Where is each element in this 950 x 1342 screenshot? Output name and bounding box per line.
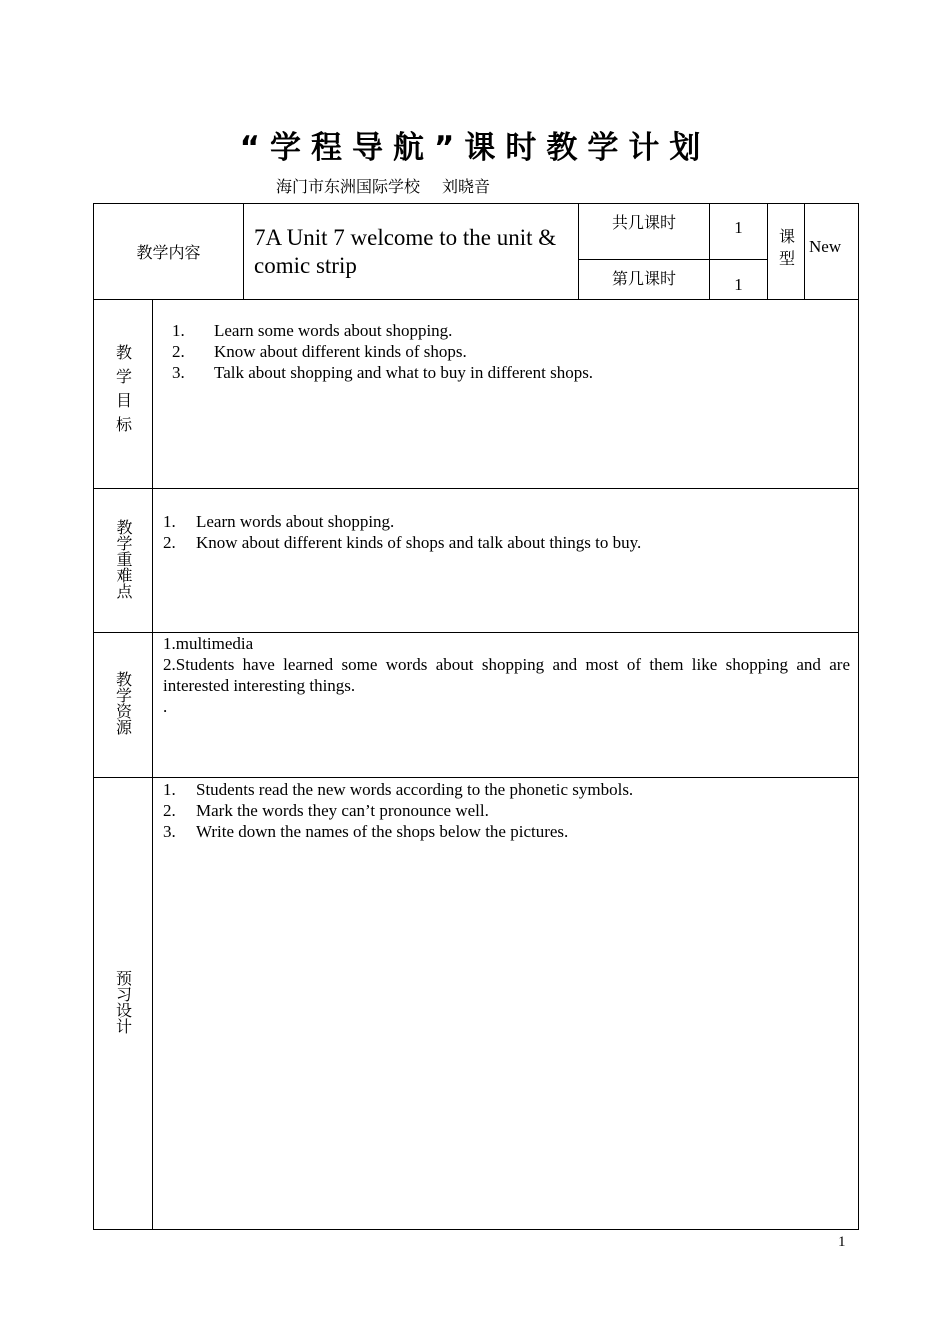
total-lessons-value: 1 [710,204,768,260]
list-item: 1. Learn some words about shopping. [172,321,453,340]
keypoints-label-cell [94,489,153,633]
preview-cell [153,778,859,1230]
list-item: 2. Know about different kinds of shops. [172,342,467,361]
objectives-label-cell [94,300,153,489]
author-line [276,174,512,197]
preview-list [163,779,858,842]
lesson-no-label: 第几课时 [579,260,710,300]
preview-label: 预习设计 [113,969,133,1034]
preview-label-cell [94,778,153,1230]
objectives-label: 教学目标 [113,344,133,440]
content-row [94,204,859,260]
school-name: 海门市东洲国际学校 [276,177,421,196]
content-value: 7A Unit 7 welcome to the unit & comic strip [244,204,579,300]
list-item: 2. Know about different kinds of shops and talk about things to buy. [163,533,642,552]
resources-row [94,633,859,778]
resources-label-cell [94,633,153,778]
keypoints-label: 教学重难点 [114,518,133,599]
objectives-cell [153,300,859,489]
page-title: “学程导航”课时教学计划 [239,130,711,166]
list-item: 1. Students read the new words according to the phonetic symbols. [163,780,634,799]
resource-line: . [163,697,168,716]
keypoints-cell [153,489,859,633]
resource-line: 2.Students have learned some words about shopping and most of them like shopping and are interested interesting things. [163,655,851,695]
list-item: 1. Learn words about shopping. [163,512,395,531]
resources-cell [153,633,859,778]
type-label: 课型 [776,227,796,272]
list-item: 2. Mark the words they can’t pronounce well. [163,801,489,820]
lesson-no-value: 1 [710,260,768,300]
list-item: 3. Write down the names of the shops below the pictures. [163,822,569,841]
content-label: 教学内容 [94,204,244,300]
list-item: 3. Talk about shopping and what to buy in different shops. [172,363,594,382]
resource-line: 1.multimedia [163,634,254,653]
teacher-name: 刘晓音 [442,177,491,196]
type-label-cell [768,204,805,300]
type-value: New [805,204,859,300]
total-lessons-label: 共几课时 [579,204,710,260]
objectives-row [94,300,859,489]
objectives-list [172,320,858,383]
lesson-plan-table [93,203,859,1230]
keypoints-row [94,489,859,633]
resources-label: 教学资源 [113,671,133,735]
preview-row [94,778,859,1230]
keypoints-list [163,511,858,553]
page-number: 1 [838,1234,846,1250]
